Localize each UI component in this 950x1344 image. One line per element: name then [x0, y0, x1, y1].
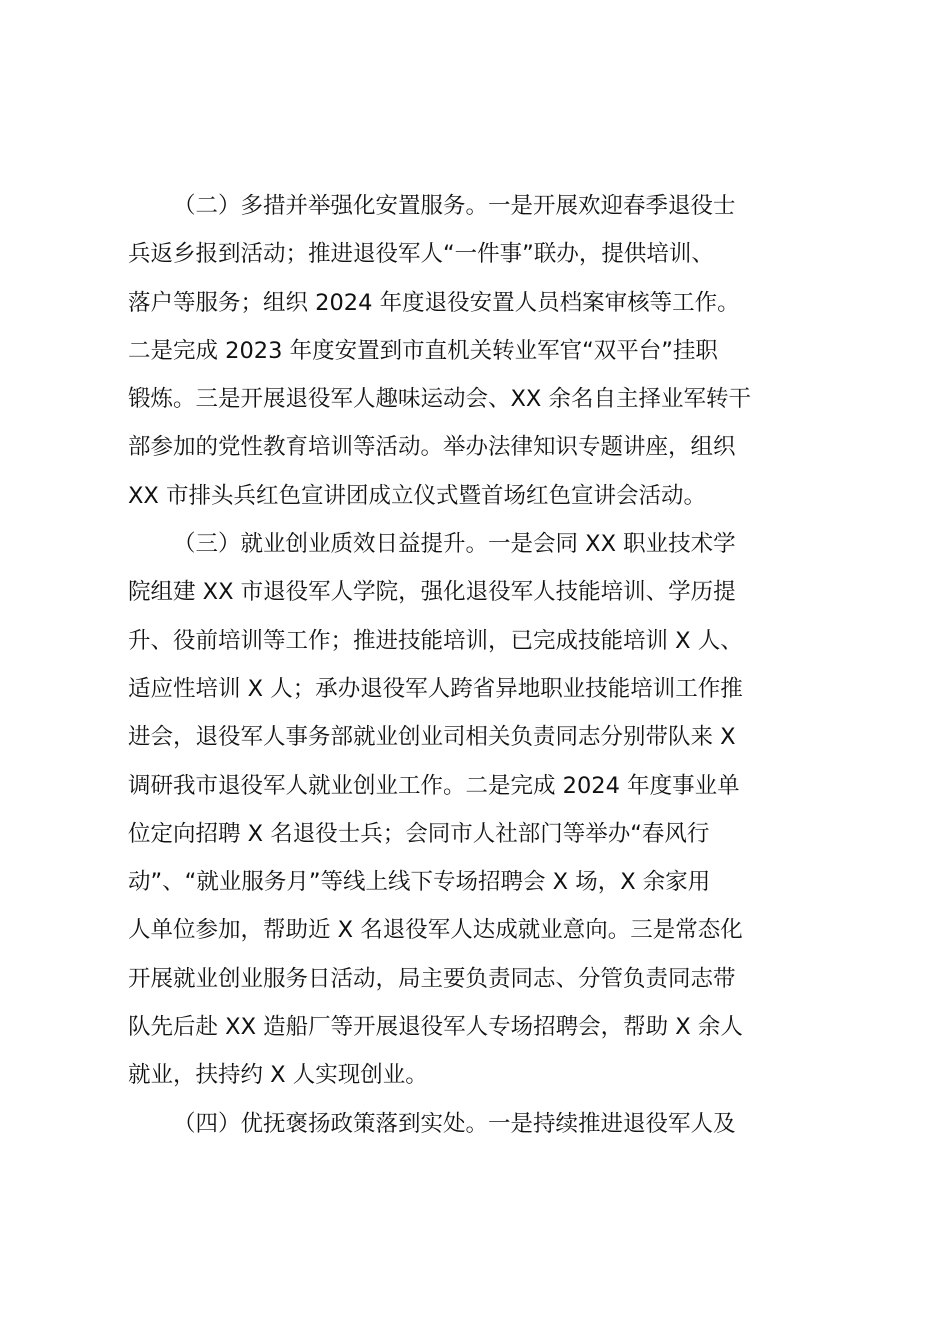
text-line: XX 市排头兵红色宣讲团成立仪式暨首场红色宣讲会活动。 — [128, 482, 706, 509]
text-line: 部参加的党性教育培训等活动。举办法律知识专题讲座，组织 — [128, 434, 736, 461]
text-line: 进会，退役军人事务部就业创业司相关负责同志分别带队来 X — [128, 724, 736, 751]
text-line: 适应性培训 X 人；承办退役军人跨省异地职业技能培训工作推 — [128, 675, 743, 702]
text-line: 落户等服务；组织 2024 年度退役安置人员档案审核等工作。 — [128, 289, 740, 316]
paragraph-3-heading-line: （三）就业创业质效日益提升。一是会同 XX 职业技术学 — [173, 531, 736, 558]
paragraph-2-heading-line: （二）多措并举强化安置服务。一是开展欢迎春季退役士 — [173, 193, 736, 219]
text-line: 升、役前培训等工作；推进技能培训，已完成技能培训 X 人、 — [128, 627, 743, 654]
text-line: 二是完成 2023 年度安置到市直机关转业军官“双平台”挂职 — [128, 337, 718, 364]
text-line: 开展就业创业服务日活动，局主要负责同志、分管负责同志带 — [128, 965, 736, 992]
document-body — [128, 182, 848, 1148]
paragraph-4-heading-line: （四）优抚褒扬政策落到实处。一是持续推进退役军人及 — [173, 1110, 736, 1137]
text-line: 调研我市退役军人就业创业工作。二是完成 2024 年度事业单 — [128, 772, 740, 799]
text-line: 动”、“就业服务月”等线上线下专场招聘会 X 场，X 余家用 — [128, 869, 711, 896]
text-line: 院组建 XX 市退役军人学院，强化退役军人技能培训、学历提 — [128, 579, 736, 606]
text-line: 兵返乡报到活动；推进退役军人“一件事”联办，提供培训、 — [128, 241, 714, 268]
text-line: 就业，扶持约 X 人实现创业。 — [128, 1062, 428, 1089]
text-line: 锻炼。三是开展退役军人趣味运动会、XX 余名自主择业军转干 — [128, 386, 751, 413]
text-line: 位定向招聘 X 名退役士兵；会同市人社部门等举办“春风行 — [128, 820, 710, 847]
text-line: 人单位参加，帮助近 X 名退役军人达成就业意向。三是常态化 — [128, 917, 743, 944]
text-line: 队先后赴 XX 造船厂等开展退役军人专场招聘会，帮助 X 余人 — [128, 1014, 743, 1041]
